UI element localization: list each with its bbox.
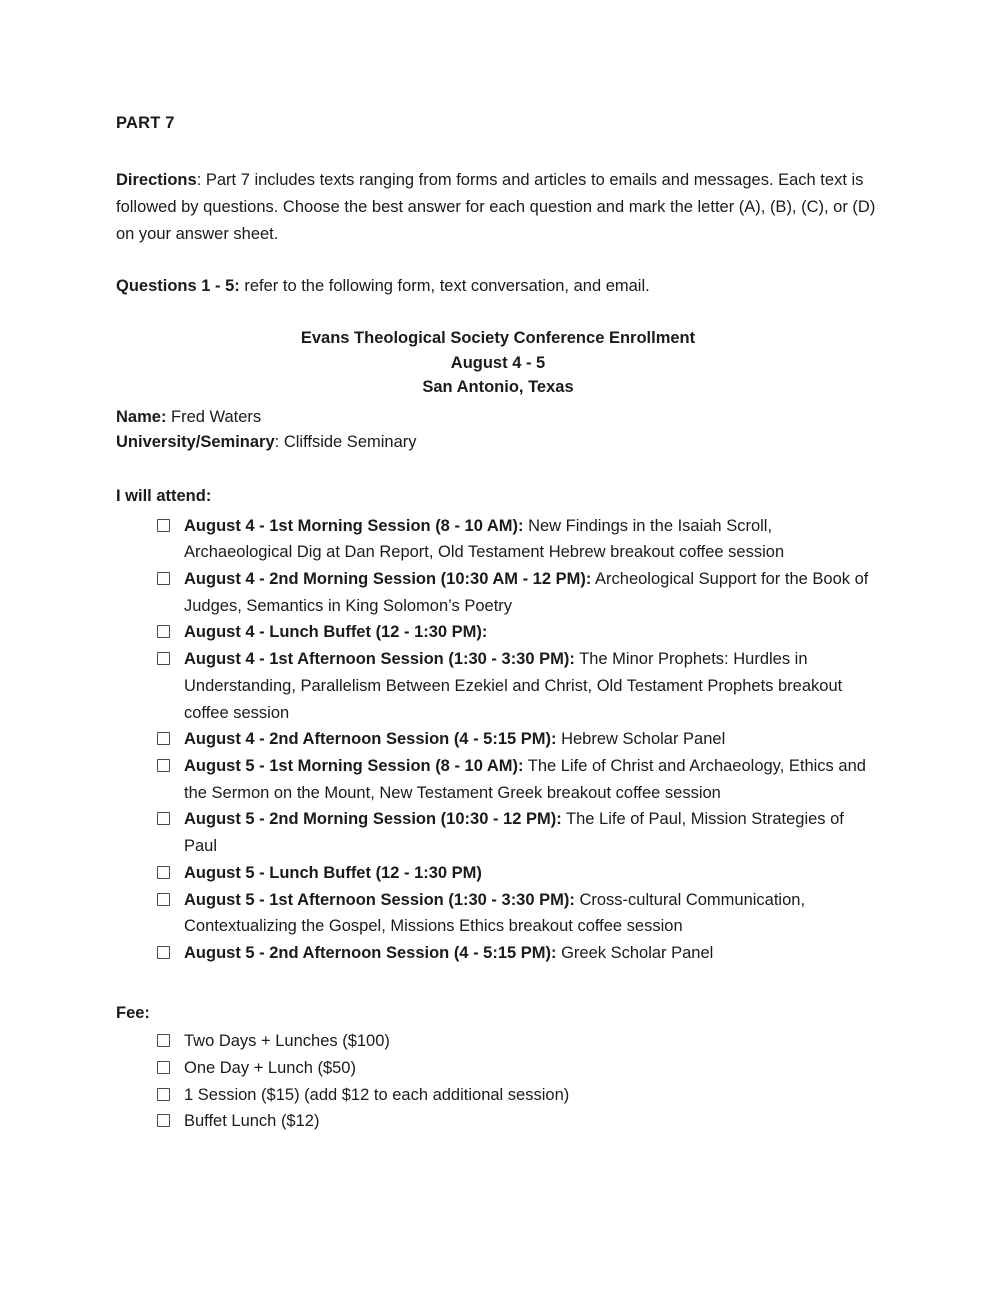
field-university — [116, 430, 880, 454]
list-item[interactable] — [157, 1082, 880, 1109]
list-item[interactable] — [157, 1028, 880, 1055]
fee-checklist — [116, 1028, 880, 1135]
fee-section-label: Fee: — [116, 1003, 150, 1022]
field-name-label: Name: — [116, 408, 167, 427]
fee-label: Buffet Lunch ($12) — [184, 1112, 320, 1131]
fee-label: One Day + Lunch ($50) — [184, 1058, 356, 1077]
checkbox-icon[interactable] — [157, 1034, 170, 1047]
checkbox-icon[interactable] — [157, 625, 170, 638]
list-item[interactable] — [157, 753, 880, 806]
checkbox-icon[interactable] — [157, 866, 170, 879]
session-checklist — [116, 513, 880, 967]
fee-label: Two Days + Lunches ($100) — [184, 1032, 390, 1051]
checkbox-icon[interactable] — [157, 1114, 170, 1127]
session-desc: Greek Scholar Panel — [556, 944, 714, 963]
form-header — [116, 326, 880, 399]
page-title: PART 7 — [116, 114, 175, 132]
spacer — [116, 454, 880, 484]
session-desc: The Life of Paul, Mission Strategies of Paul — [184, 810, 844, 856]
checkbox-icon[interactable] — [157, 812, 170, 825]
directions-paragraph — [116, 167, 880, 247]
questions-text: refer to the following form, text conversation, and email. — [239, 277, 650, 296]
session-term: August 5 - 2nd Morning Session (10:30 - 12 PM): — [184, 810, 562, 829]
list-item[interactable] — [157, 1055, 880, 1082]
session-term: August 4 - Lunch Buffet (12 - 1:30 PM): — [184, 623, 488, 642]
checkbox-icon[interactable] — [157, 652, 170, 665]
attend-section-label: I will attend: — [116, 487, 212, 506]
form-header-dates: August 4 - 5 — [450, 353, 546, 372]
checkbox-icon[interactable] — [157, 572, 170, 585]
list-item[interactable] — [157, 726, 880, 753]
questions-range-line — [116, 273, 880, 300]
session-term: August 5 - 2nd Afternoon Session (4 - 5:15 PM): — [184, 944, 557, 963]
list-item[interactable] — [157, 619, 880, 646]
session-term: August 4 - 2nd Morning Session (10:30 AM - 12 PM): — [184, 570, 592, 589]
field-name — [116, 405, 880, 429]
checkbox-icon[interactable] — [157, 893, 170, 906]
checkbox-icon[interactable] — [157, 1061, 170, 1074]
list-item[interactable] — [157, 513, 880, 566]
list-item[interactable] — [157, 940, 880, 967]
list-item[interactable] — [157, 806, 880, 859]
checkbox-icon[interactable] — [157, 1088, 170, 1101]
list-item[interactable] — [157, 1108, 880, 1135]
session-term: August 4 - 1st Afternoon Session (1:30 - 3:30 PM): — [184, 650, 575, 669]
list-item[interactable] — [157, 566, 880, 619]
checkbox-icon[interactable] — [157, 946, 170, 959]
session-desc: Archeological Support for the Book of Judges, Semantics in King Solomon’s Poetry — [184, 570, 869, 615]
fee-label: 1 Session ($15) (add $12 to each additional session) — [184, 1085, 570, 1104]
questions-label: Questions 1 - 5: — [116, 277, 240, 296]
field-university-value: : Cliffside Seminary — [274, 432, 417, 451]
session-term: August 5 - 1st Morning Session (8 - 10 AM): — [184, 757, 524, 776]
form-header-title: Evans Theological Society Conference Enrollment — [300, 329, 696, 348]
session-desc: Hebrew Scholar Panel — [556, 730, 726, 749]
session-term: August 4 - 2nd Afternoon Session (4 - 5:15 PM): — [184, 730, 557, 749]
session-desc: New Findings in the Isaiah Scroll, Archaeological Dig at Dan Report, Old Testament Hebrew breakout coffee session — [184, 516, 785, 562]
list-item[interactable] — [157, 887, 880, 940]
session-term: August 5 - Lunch Buffet (12 - 1:30 PM) — [184, 863, 482, 882]
list-item[interactable] — [157, 646, 880, 726]
document-content — [116, 112, 880, 1135]
checkbox-icon[interactable] — [157, 759, 170, 772]
checkbox-icon[interactable] — [157, 732, 170, 745]
directions-label: Directions — [116, 171, 197, 190]
list-item[interactable] — [157, 860, 880, 887]
session-term: August 4 - 1st Morning Session (8 - 10 AM): — [184, 516, 524, 535]
session-desc: The Life of Christ and Archaeology, Ethics and the Sermon on the Mount, New Testament Greek breakout coffee session — [184, 757, 866, 802]
session-desc: The Minor Prophets: Hurdles in Understanding, Parallelism Between Ezekiel and Christ, Old Testament Prophets breakout coffee session — [184, 650, 843, 722]
session-desc: Cross-cultural Communication, Contextualizing the Gospel, Missions Ethics breakout coffee session — [184, 890, 806, 936]
field-university-label: University/Seminary — [116, 432, 275, 451]
field-name-value: Fred Waters — [166, 408, 262, 427]
session-term: August 5 - 1st Afternoon Session (1:30 - 3:30 PM): — [184, 890, 575, 909]
spacer — [116, 967, 880, 1001]
checkbox-icon[interactable] — [157, 519, 170, 532]
directions-text: : Part 7 includes texts ranging from forms and articles to emails and messages. Each text is followed by questions. Choose the best answer for each question and mark the letter (A), (B), (C), or (D) on your answer sheet. — [116, 171, 876, 243]
form-header-location: San Antonio, Texas — [422, 377, 574, 396]
